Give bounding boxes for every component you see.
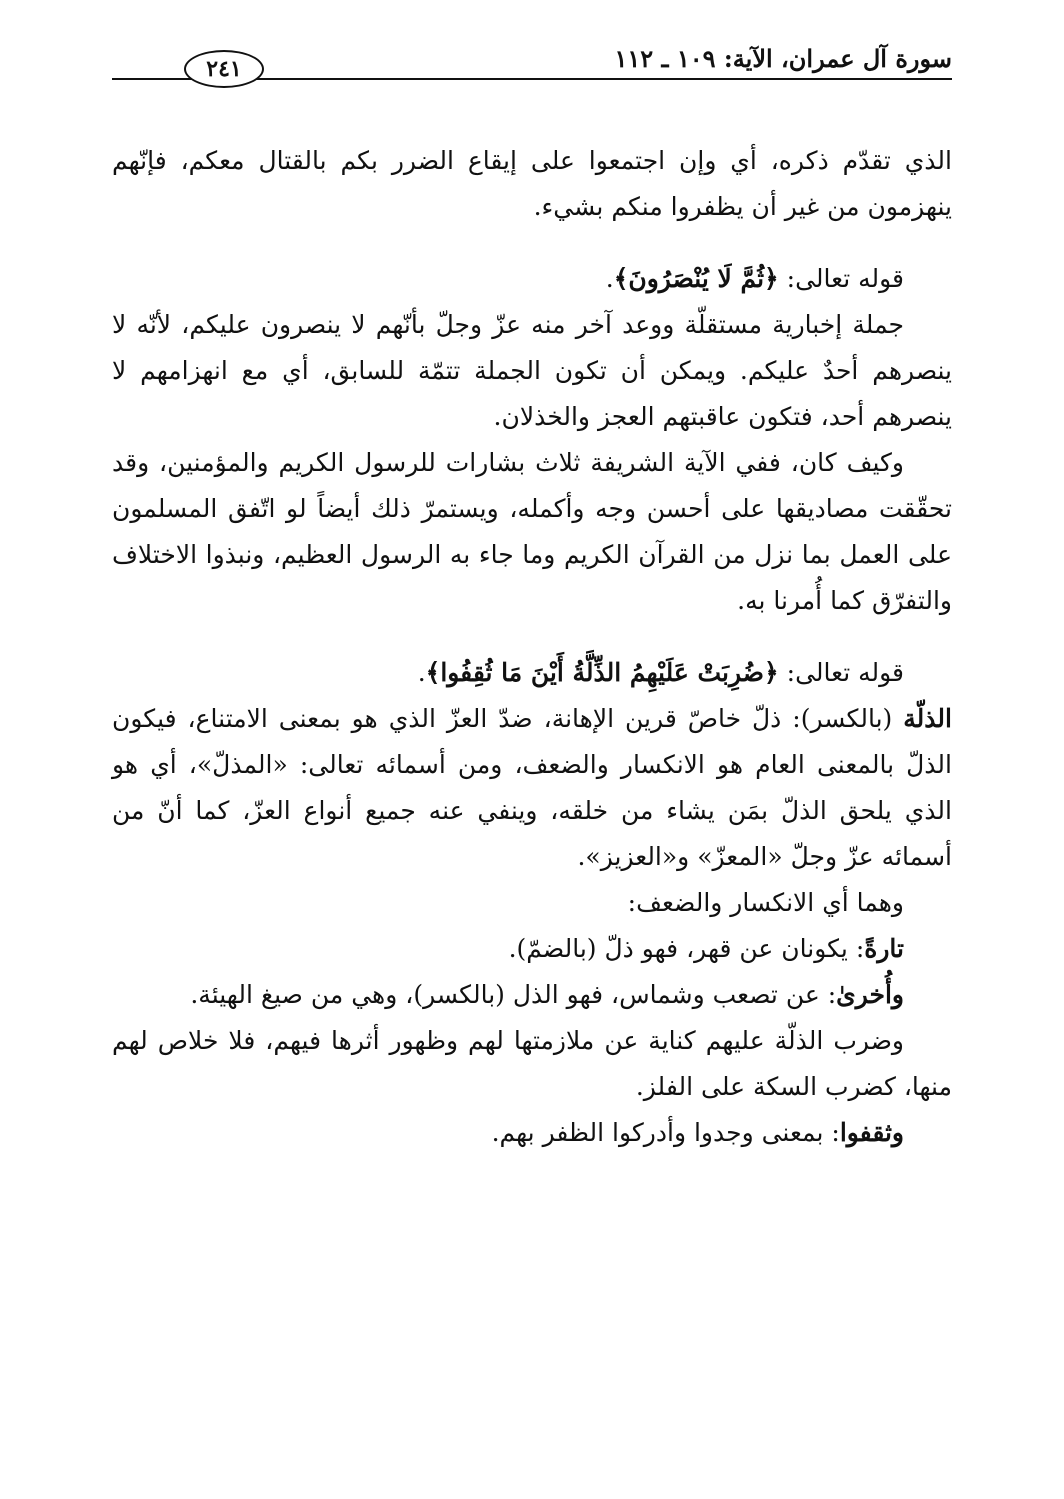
definition-text: (بالكسر): ذلّ خاصّ قرين الإهانة، ضدّ العزّ الذي هو بمعنى الامتناع، فيكون الذلّ بالمعنى العام هو الانكسار والضعف، ومن أسمائه تعالى: «المذلّ»، أي هو الذي يلحق الذلّ بمَن يشاء من خلقه، وينفي عنه جميع أنواع العزّ، كما أنّ من أسمائه عزّ وجلّ «المعزّ» و«العزيز». <box>112 704 952 871</box>
page-number-badge: ٢٤١ <box>184 50 264 88</box>
paragraph-definition-dhilla <box>112 696 952 880</box>
paragraph-commentary-1: جملة إخبارية مستقلّة ووعد آخر منه عزّ وجلّ بأنّهم لا ينصرون عليكم، لأنّه لا ينصرهم أحدٌ عليكم. ويمكن أن تكون الجملة تتمّة للسابق، أي مع انهزامهم لا ينصرهم أحد، فتكون عاقبتهم العجز والخذلان. <box>112 310 952 431</box>
verse-heading-suffix: . <box>417 658 426 687</box>
paragraph-commentary-2: وكيف كان، ففي الآية الشريفة ثلاث بشارات للرسول الكريم والمؤمنين، وقد تحقّقت مصاديقها على أحسن وجه وأكمله، ويستمرّ ذلك أيضاً لو اتّفق المسلمون على العمل بما نزل من القرآن الكريم وما جاء به الرسول العظيم، ونبذوا الاختلاف والتفرّق كما أُمرنا به. <box>112 448 952 615</box>
defined-term: الذلّة <box>903 704 952 733</box>
definition-text: : بمعنى وجدوا وأدركوا الظفر بهم. <box>491 1118 840 1147</box>
paragraph-commentary-3: وضرب الذلّة عليهم كناية عن ملازمتها لهم وظهور أثرها فيهم، فلا خلاص لهم منها، كضرب السكة على الفلز. <box>112 1026 952 1101</box>
quran-verse: ﴿ثُمَّ لَا يُنْصَرُونَ﴾ <box>613 264 779 293</box>
list-term: تارةً <box>864 934 904 963</box>
defined-term: وثقفوا <box>839 1118 904 1147</box>
page-header <box>112 44 952 84</box>
verse-heading-prefix: قوله تعالى: <box>786 264 904 293</box>
list-term: وأُخرىٰ <box>836 980 904 1009</box>
paragraph-continuation: الذي تقدّم ذكره، أي وإن اجتمعوا على إيقاع الضرر بكم بالقتال معكم، فإنّهم ينهزمون من غير أن يظفروا منكم بشيء. <box>112 146 952 221</box>
verse-heading-2 <box>112 650 952 696</box>
list-item-first <box>112 926 952 972</box>
verse-heading-1 <box>112 256 952 302</box>
page-body <box>112 138 952 1156</box>
verse-heading-suffix: . <box>605 264 614 293</box>
verse-heading-prefix: قوله تعالى: <box>786 658 904 687</box>
list-item-second <box>112 972 952 1018</box>
quran-verse: ﴿ضُرِبَتْ عَلَيْهِمُ الذِّلَّةُ أَيْنَ مَا ثُقِفُوا﴾ <box>425 658 779 687</box>
paragraph-intro-list: وهما أي الانكسار والضعف: <box>627 888 904 917</box>
paragraph-definition-thuqifu <box>112 1110 952 1156</box>
list-text: : يكونان عن قهر، فهو ذلّ (بالضمّ). <box>508 934 865 963</box>
list-text: : عن تصعب وشماس، فهو الذل (بالكسر)، وهي من صيغ الهيئة. <box>190 980 837 1009</box>
running-title: سورة آل عمران، الآية: ١٠٩ ـ ١١٢ <box>614 44 952 73</box>
